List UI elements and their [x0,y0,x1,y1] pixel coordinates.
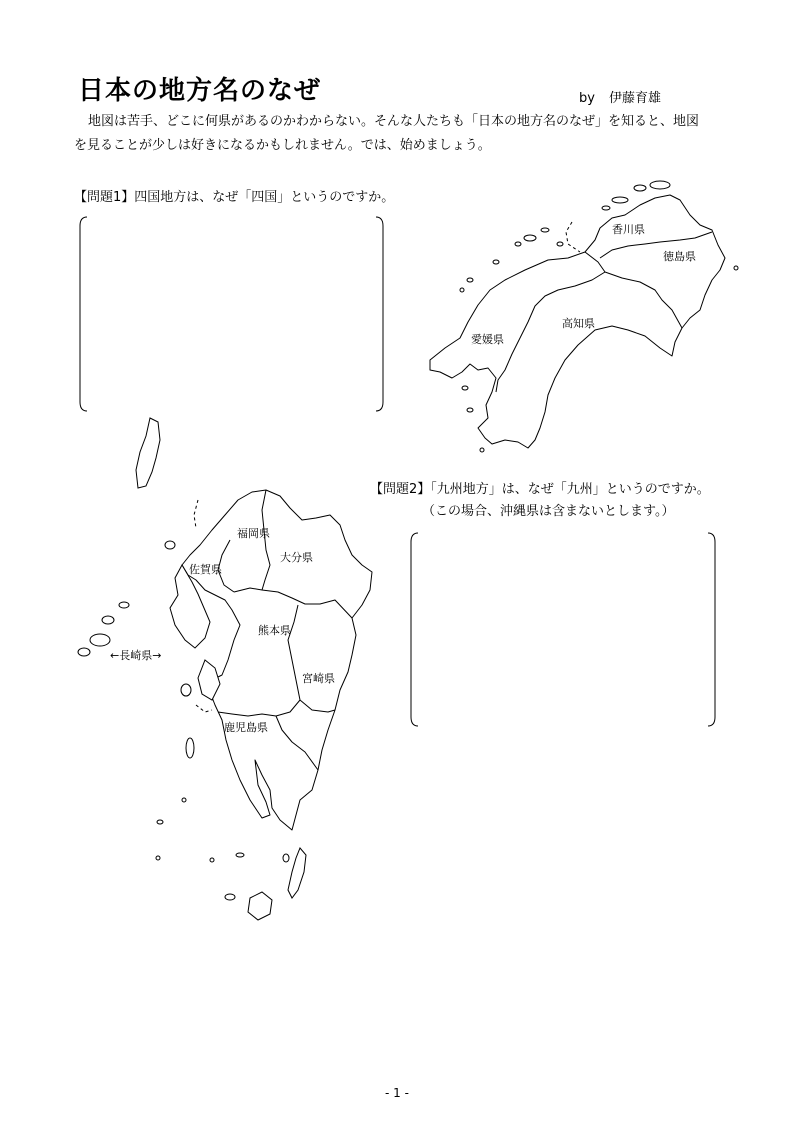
question-2-label: 【問題2】「九州地方」は、なぜ「九州」というのですか。 [370,482,710,497]
author-name: 伊藤育雄 [608,91,661,106]
intro-line-1: 地図は苦手、どこに何県があるのかわからない。そんな人たちも「日本の地方名のなぜ」を知ると、地図 [88,114,700,129]
border-kumamoto-north [234,588,352,618]
border-kumamoto-kagoshima [218,700,300,716]
border-fukuoka-oita [262,490,270,590]
kyushu-coastline [182,490,372,830]
label-saga: 佐賀県 [189,563,222,576]
page-number: - 1 - [385,1086,409,1100]
tsushima-island [136,418,160,488]
question-2-note: （この場合、沖縄県は含まないとします。） [422,504,675,519]
label-ehime: 愛媛県 [471,333,504,346]
label-nagasaki: ←長崎県→ [110,649,162,662]
label-miyazaki: 宮崎県 [302,672,335,685]
label-tokushima: 徳島県 [663,250,696,263]
intro-line-2: を見ることが少しは好きになるかもしれません。では、始めましょう。 [74,138,491,153]
yakushima-island [248,892,272,920]
label-kochi: 高知県 [562,317,595,330]
question-1-label: 【問題1】四国地方は、なぜ「四国」というのですか。 [74,190,395,205]
tanegashima-island [288,848,306,898]
label-kagoshima: 鹿児島県 [224,721,268,734]
label-oita: 大分県 [280,551,313,564]
label-kagawa: 香川県 [612,223,645,236]
label-kumamoto: 熊本県 [258,624,291,637]
border-kumamoto-miyazaki [288,605,335,712]
border-kagoshima-miyazaki [276,716,318,770]
nagasaki-peninsula [170,565,210,648]
label-fukuoka: 福岡県 [237,527,270,540]
author-by-label: by [579,91,595,106]
page-title: 日本の地方名のなぜ [78,76,322,106]
